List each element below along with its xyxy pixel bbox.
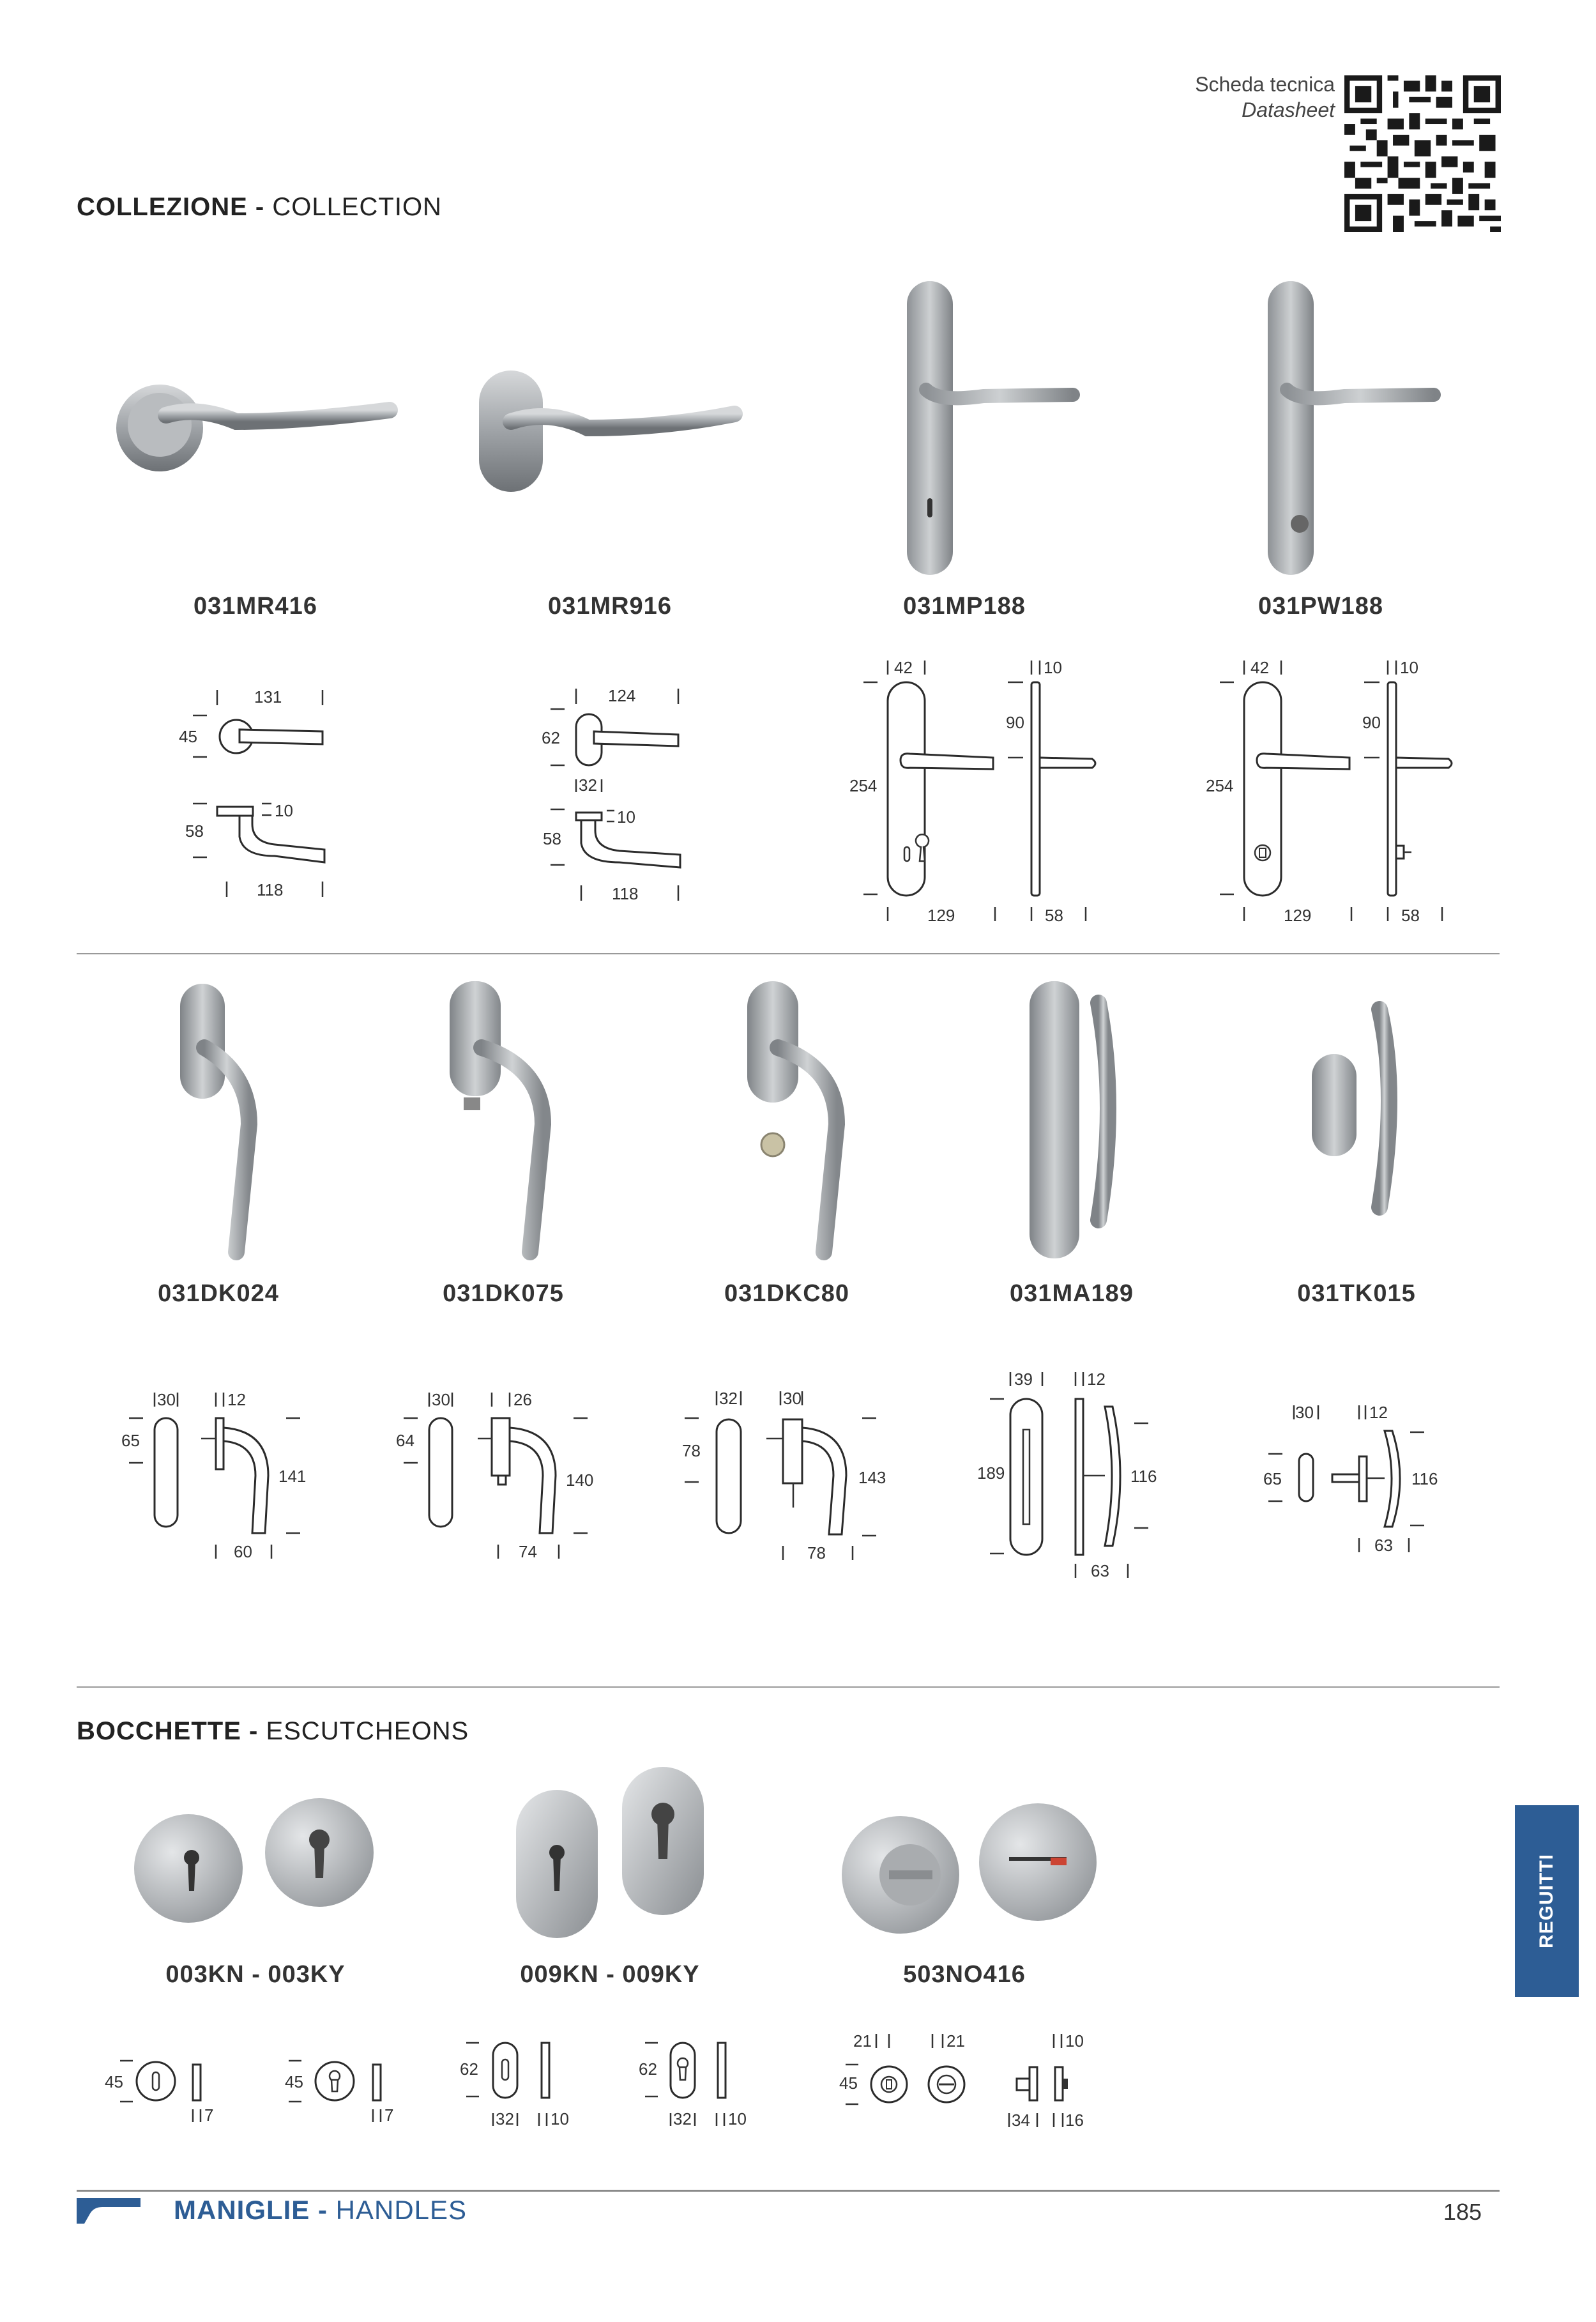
dim-dk024-height: 65 (121, 1431, 140, 1450)
drawing-503no416 (837, 2025, 1130, 2153)
divider-2 (77, 1686, 1500, 1688)
dim-503no416-depth: 10 (1065, 2031, 1084, 2051)
dim-503no416-knob: 34 (1012, 2111, 1030, 2130)
drawing-031tk015 (1257, 1393, 1468, 1571)
product-code-503no416: 503NO416 (903, 1961, 1026, 1988)
drawing-031mr916 (536, 677, 703, 907)
dim-ma189-width: 39 (1014, 1370, 1033, 1389)
product-image-031mp188 (881, 275, 1086, 581)
product-image-031dk075 (447, 977, 575, 1265)
drawing-031mp188 (849, 645, 1105, 939)
product-image-003kn-003ky (128, 1789, 383, 1929)
dim-503no416-rose2: 21 (946, 2031, 965, 2051)
drawing-003kn-003ky (102, 2038, 422, 2153)
dim-009ky-width: 32 (673, 2109, 692, 2128)
drawing-031dk075 (396, 1380, 613, 1571)
dim-mp188-sideprojection: 58 (1045, 906, 1063, 925)
dim-mr416-rose: 10 (275, 801, 293, 820)
drawing-031pw188 (1206, 645, 1461, 939)
product-code-009kn-009ky: 009KN - 009KY (520, 1961, 700, 1988)
datasheet-label-en: Datasheet (1242, 98, 1335, 121)
dim-dkc80-height: 78 (682, 1441, 701, 1460)
dim-dkc80-depth: 30 (783, 1389, 802, 1408)
dim-dk024-width: 30 (157, 1390, 176, 1409)
section-title-escutcheons-bold: BOCCHETTE - (77, 1717, 259, 1745)
section-title-collection-bold: COLLEZIONE - (77, 193, 265, 221)
dim-ma189-length: 116 (1130, 1467, 1157, 1486)
dim-003ky-depth: 7 (384, 2105, 394, 2125)
dim-503no416-rose1: 21 (853, 2031, 872, 2051)
dim-mp188-platedepth: 10 (1044, 658, 1062, 677)
dim-009ky-depth: 10 (728, 2109, 747, 2128)
drawing-009kn-009ky (460, 2025, 766, 2153)
dim-009ky-height: 62 (639, 2059, 657, 2079)
dim-ma189-projection: 63 (1091, 1561, 1109, 1580)
section-title-escutcheons (77, 1717, 469, 1746)
dim-mr916-projection: 118 (612, 884, 639, 903)
dim-tk015-width: 30 (1295, 1403, 1314, 1422)
footer-title-light: HANDLES (327, 2195, 467, 2225)
dim-503no416-diameter: 45 (839, 2074, 858, 2093)
qr-code[interactable] (1344, 75, 1501, 232)
dim-503no416-indicator: 16 (1065, 2111, 1084, 2130)
dim-dk075-projection: 74 (519, 1542, 537, 1561)
section-title-collection-light: COLLECTION (264, 193, 442, 221)
dim-pw188-plateheight: 254 (1206, 776, 1234, 795)
dim-pw188-sideprojection: 58 (1401, 906, 1420, 925)
dim-dk075-depth: 26 (513, 1390, 532, 1409)
dim-mr916-width: 124 (608, 686, 636, 705)
footer-title-bold: MANIGLIE - (174, 2195, 328, 2225)
product-code-031mr916: 031MR916 (548, 593, 672, 620)
dim-003kn-depth: 7 (204, 2105, 214, 2125)
section-title-escutcheons-light: ESCUTCHEONS (258, 1717, 469, 1745)
dim-mr416-depth: 58 (185, 821, 204, 841)
dim-pw188-platewidth: 42 (1250, 658, 1269, 677)
dim-mp188-axis: 90 (1006, 713, 1024, 732)
divider-1 (77, 953, 1500, 954)
dim-mr416-height: 45 (179, 727, 197, 746)
drawing-031dkc80 (677, 1380, 894, 1571)
dim-pw188-axis: 90 (1362, 713, 1381, 732)
dim-009kn-depth: 10 (551, 2109, 569, 2128)
side-tab-brand[interactable] (1515, 1805, 1579, 1997)
product-image-031tk015 (1303, 997, 1418, 1226)
dim-pw188-projection: 129 (1284, 906, 1312, 925)
dim-mr916-depth: 58 (543, 829, 561, 848)
dim-dk075-height: 64 (396, 1431, 414, 1450)
dim-dk075-length: 140 (566, 1470, 594, 1490)
footer-title (174, 2195, 467, 2226)
dim-tk015-length: 116 (1411, 1469, 1438, 1488)
datasheet-label (1150, 72, 1335, 123)
dim-tk015-projection: 63 (1374, 1536, 1393, 1555)
product-code-031ma189: 031MA189 (1010, 1280, 1134, 1307)
dim-mr916-rose: 32 (579, 775, 597, 795)
dim-dk024-length: 141 (278, 1467, 307, 1486)
dim-tk015-height: 65 (1263, 1469, 1282, 1488)
product-image-009kn-009ky (511, 1763, 728, 1942)
dim-mp188-plateheight: 254 (849, 776, 878, 795)
dim-009kn-height: 62 (460, 2059, 478, 2079)
page-number: 185 (1443, 2199, 1482, 2225)
brand-logo-icon (77, 2198, 141, 2224)
product-code-031tk015: 031TK015 (1297, 1280, 1416, 1307)
drawing-031mr416 (179, 677, 345, 907)
dim-mp188-platewidth: 42 (894, 658, 913, 677)
product-code-031dk024: 031DK024 (158, 1280, 279, 1307)
section-title-collection (77, 193, 442, 222)
product-code-031dkc80: 031DKC80 (724, 1280, 849, 1307)
dim-mr416-width: 131 (254, 687, 282, 707)
dim-tk015-depth: 12 (1369, 1403, 1388, 1422)
dim-dkc80-projection: 78 (807, 1543, 826, 1562)
product-image-503no416 (837, 1795, 1105, 1936)
product-image-031mr416 (109, 358, 402, 485)
product-code-031mp188: 031MP188 (903, 593, 1026, 620)
dim-dk024-projection: 60 (234, 1542, 252, 1561)
drawing-031dk024 (121, 1380, 326, 1571)
product-image-031dk024 (172, 977, 287, 1265)
dim-ma189-height: 189 (977, 1463, 1005, 1483)
footer-divider (77, 2190, 1500, 2192)
side-tab-label: REGUITTI (1536, 1854, 1557, 1948)
product-image-031pw188 (1242, 275, 1447, 581)
product-code-031dk075: 031DK075 (443, 1280, 564, 1307)
dim-003kn-diameter: 45 (105, 2072, 123, 2091)
product-image-031mr916 (473, 358, 754, 498)
product-image-031ma189 (1022, 977, 1137, 1265)
dim-mr916-height: 62 (542, 728, 560, 747)
datasheet-label-it: Scheda tecnica (1195, 73, 1335, 96)
dim-mp188-projection: 129 (927, 906, 955, 925)
dim-mr916-rosedepth: 10 (617, 807, 635, 827)
dim-009kn-width: 32 (496, 2109, 514, 2128)
drawing-031ma189 (971, 1361, 1175, 1591)
dim-dkc80-length: 143 (858, 1468, 886, 1487)
product-code-031mr416: 031MR416 (194, 593, 317, 620)
product-image-031dkc80 (741, 977, 869, 1265)
dim-pw188-platedepth: 10 (1400, 658, 1418, 677)
dim-003ky-diameter: 45 (285, 2072, 303, 2091)
dim-dkc80-width: 32 (719, 1389, 738, 1408)
product-code-003kn-003ky: 003KN - 003KY (165, 1961, 346, 1988)
dim-dk024-depth: 12 (227, 1390, 246, 1409)
dim-mr416-projection: 118 (257, 880, 284, 899)
product-code-031pw188: 031PW188 (1258, 593, 1383, 620)
dim-dk075-width: 30 (432, 1390, 450, 1409)
dim-ma189-depth: 12 (1087, 1370, 1106, 1389)
